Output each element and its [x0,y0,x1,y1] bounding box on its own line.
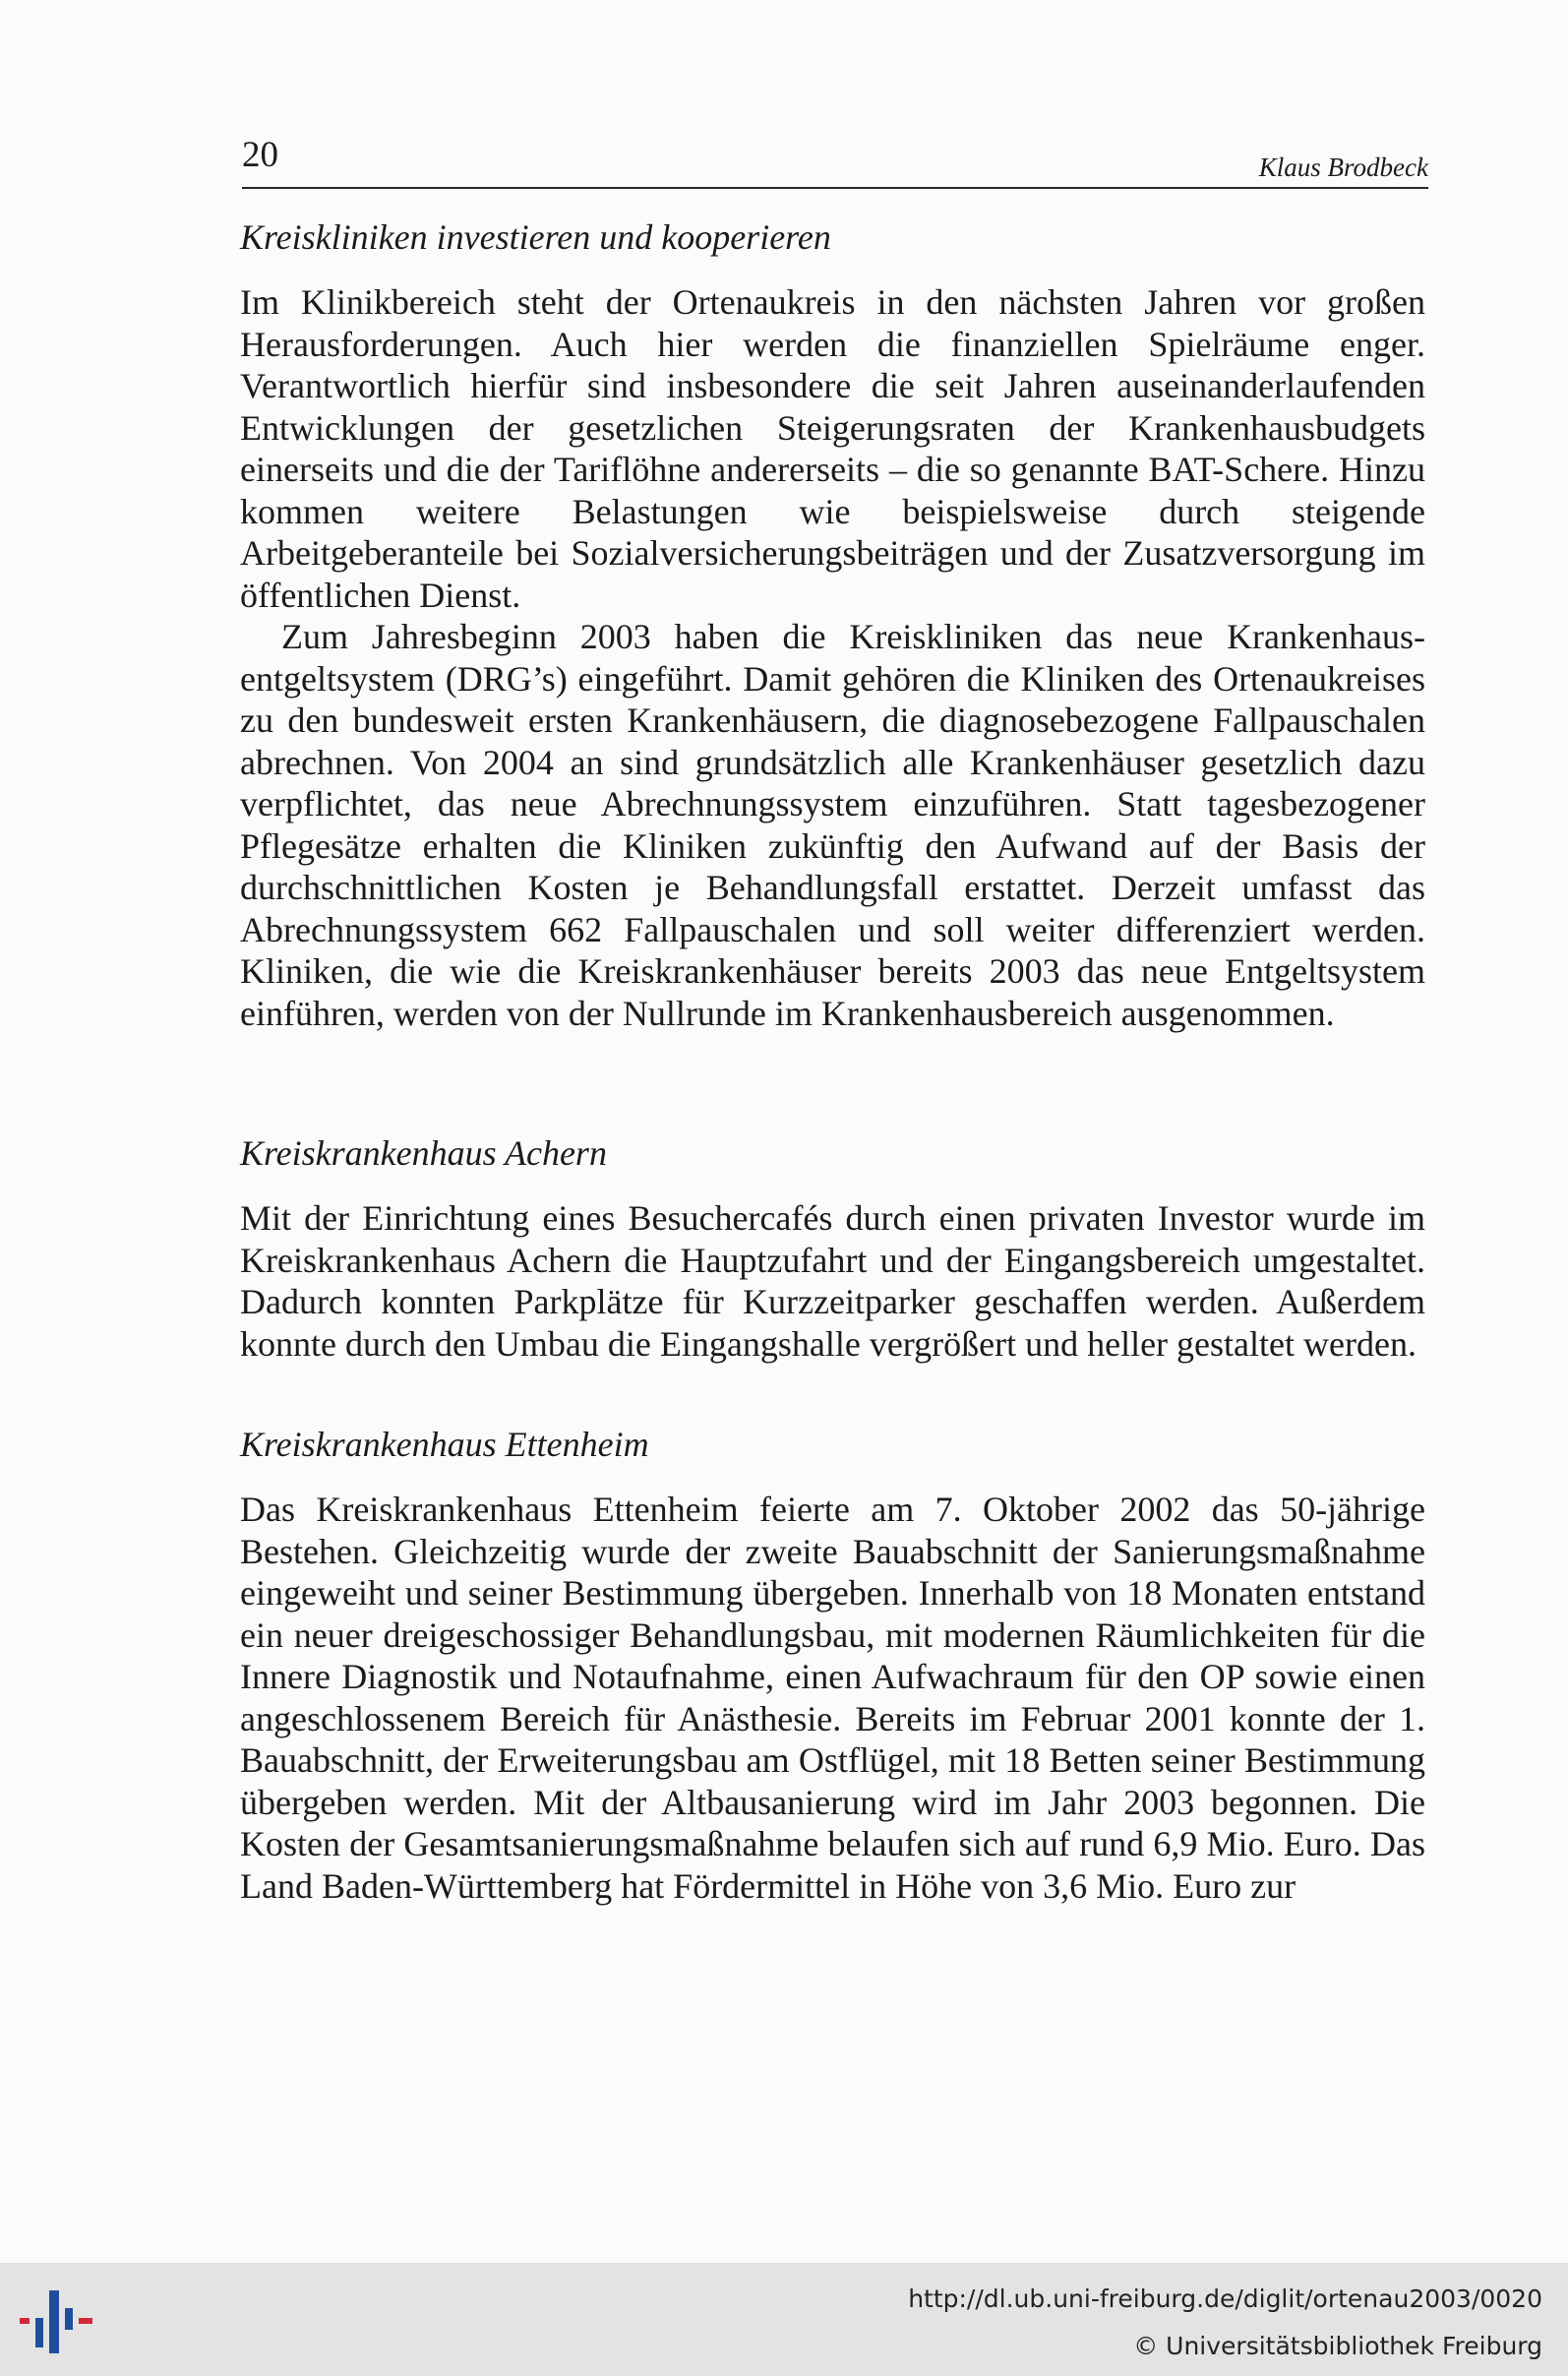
paragraph: Zum Jahresbeginn 2003 haben die Kreiskliniken das neue Krankenhausentgeltsystem (DRG’s) eingeführt. Damit gehören die Kliniken des Ortenaukreises zu den bundesweit ersten Krankenhäusern, die diagnosebezogene Fallpauschalen abrechnen. Von 2004 an sind grundsätzlich alle Krankenhäuser gesetzlich dazu verpflichtet, das neue Abrechnungssystem einzuführen. Statt tagesbezogener Pflegesätze erhalten die Kliniken zukünftig den Aufwand auf der Basis der durchschnittlichen Kosten je Behandlungsfall erstattet. Derzeit umfasst das Abrechnungssystem 662 Fallpauschalen und soll weiter differenziert werden. Kliniken, die wie die Kreiskrankenhäuser bereits 2003 das neue Entgeltsystem einführen, werden von der Nullrunde im Krankenhausbereich ausgenommen. [240,617,1425,1033]
page-header [242,132,1428,189]
section-ettenheim [240,1422,1425,1907]
permalink-url[interactable]: http://dl.ub.uni-freiburg.de/diglit/ortenau2003/0020 [908,2285,1542,2313]
section-achern [240,1130,1425,1365]
paragraph: Mit der Einrichtung eines Besuchercafés durch einen privaten Investor wurde im Kreiskrankenhaus Achern die Hauptzufahrt und der Eingangsbereich umgestaltet. Dadurch konnten Parkplätze für Kurzzeitparker geschaffen werden. Außerdem konnte durch den Umbau die Eingangshalle vergrößert und heller gestaltet werden. [240,1198,1425,1364]
copyright-notice: © Universitätsbibliothek Freiburg [1133,2332,1542,2360]
section-heading: Kreiskrankenhaus Ettenheim [240,1425,649,1464]
section-heading: Kreiskrankenhaus Achern [240,1133,607,1173]
paragraph: Das Kreiskrankenhaus Ettenheim feierte am 7. Oktober 2002 das 50-jährige Bestehen. Gleichzeitig wurde der zweite Bauabschnitt der Sanierungsmaßnahme eingeweiht und seiner Bestimmung übergeben. Innerhalb von 18 Monaten entstand ein neuer dreigeschossiger Behandlungsbau, mit modernen Räumlichkeiten für die Innere Diagnostik und Notaufnahme, einen Aufwachraum für den OP sowie einen angeschlossenem Bereich für Anästhesie. Bereits im Februar 2001 konnte der 1. Bauabschnitt, der Erweiterungsbau am Ostflügel, mit 18 Betten seiner Bestimmung übergeben werden. Mit der Altbausanierung wird im Jahr 2003 begonnen. Die Kosten der Gesamtsanierungsmaßnahme belaufen sich auf rund 6,9 Mio. Euro. Das Land Baden-Württemberg hat Fördermittel in Höhe von 3,6 Mio. Euro zur [240,1490,1425,1906]
section-kreiskliniken [240,214,1425,1034]
ub-freiburg-logo-icon [16,2283,98,2361]
section-heading: Kreiskliniken investieren und kooperieren [240,217,831,257]
paragraph: Im Klinikbereich steht der Ortenaukreis in den nächsten Jahren vor großen Herausforderungen. Auch hier werden die finanziellen Spielräume enger. Verantwortlich hierfür sind insbesondere die seit Jahren auseinanderlaufenden Entwicklungen der gesetzlichen Steigerungsraten der Krankenhausbudgets einerseits und die der Tariflöhne andererseits – die so genannte BAT-Schere. Hinzu kommen weitere Belastungen wie beispielsweise durch steigende Arbeitgeberanteile bei Sozialversicherungsbeiträgen und der Zusatzversorgung im öffentlichen Dienst. [240,282,1425,615]
running-head-author: Klaus Brodbeck [1258,152,1428,182]
viewer-footer [0,2263,1568,2376]
page-number: 20 [242,135,278,175]
page-body [240,214,1425,1907]
